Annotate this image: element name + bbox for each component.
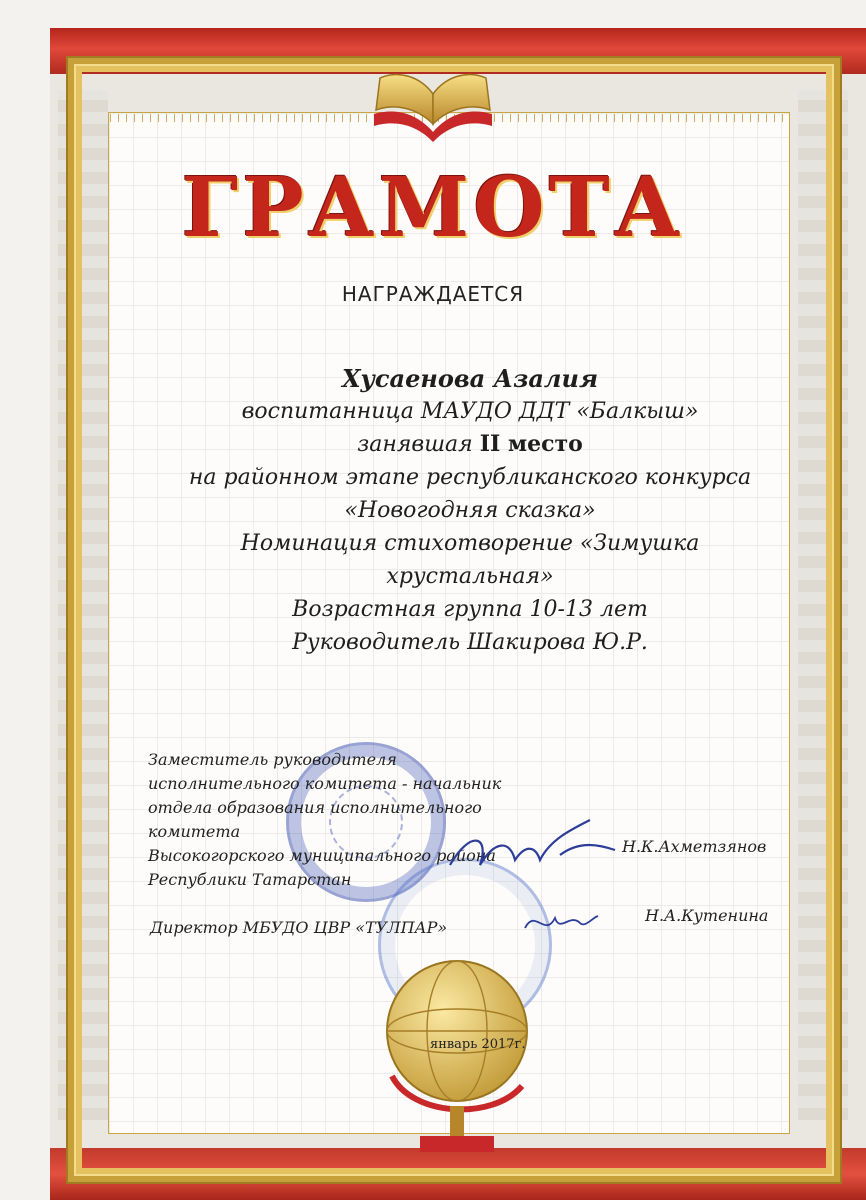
deputy-title-line: Высокогорского муниципального района: [148, 846, 496, 865]
open-book-icon: [370, 54, 496, 144]
nomination-line-1: Номинация стихотворение «Зимушка: [240, 531, 700, 556]
place-value: II место: [479, 431, 583, 457]
director-title: Директор МБУДО ЦВР «ТУЛПАР»: [150, 918, 448, 937]
deputy-title-line: Заместитель руководителя: [148, 750, 397, 769]
awarded-label: НАГРАЖДАЕТСЯ: [341, 282, 525, 306]
issue-date: январь 2017г.: [430, 1037, 526, 1052]
place-line: [140, 428, 800, 461]
recipient-name: Хусаенова Азалия: [341, 364, 599, 393]
age-group-line: Возрастная группа 10-13 лет: [292, 597, 648, 622]
place-prefix: занявшая: [357, 432, 473, 457]
deputy-signature: [440, 810, 620, 880]
leader-line: Руководитель Шакирова Ю.Р.: [292, 630, 648, 655]
director-signature: [520, 898, 600, 948]
director-name: Н.А.Кутенина: [645, 906, 769, 925]
deputy-title-line: отдела образования исполнительного комитета: [148, 798, 482, 841]
certificate-body: [140, 362, 800, 659]
deputy-title-line: исполнительного комитета - начальник: [148, 774, 502, 793]
deputy-name: Н.К.Ахметзянов: [622, 837, 767, 856]
deputy-title-line: Республики Татарстан: [148, 870, 352, 889]
contest-name: «Новогодняя сказка»: [344, 498, 596, 523]
certificate-title: ГРАМОТА: [181, 160, 685, 256]
contest-line: на районном этапе республиканского конкурса: [188, 465, 752, 490]
nomination-line-2: хрустальная»: [386, 564, 554, 589]
pupil-line: воспитанница МАУДО ДДТ «Балкыш»: [241, 399, 699, 424]
globe-icon: [372, 946, 542, 1166]
